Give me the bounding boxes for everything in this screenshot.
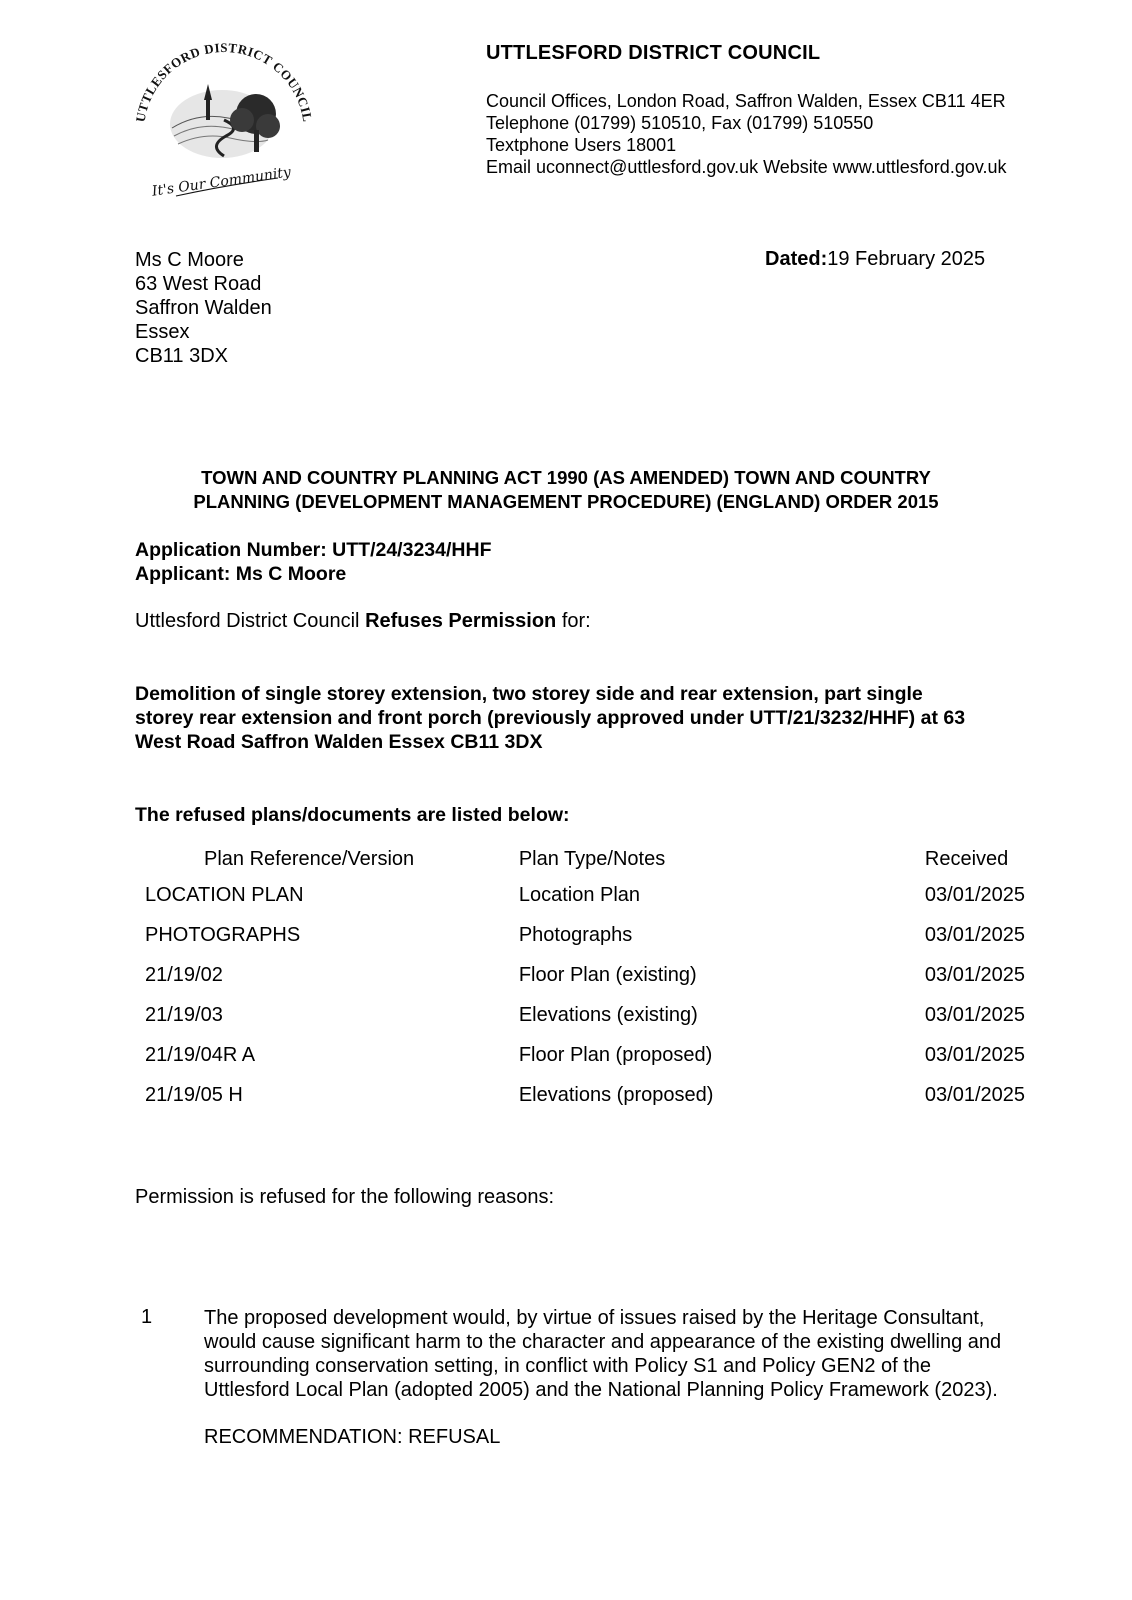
table-row — [145, 1044, 1025, 1084]
plan-reference: 21/19/03 — [145, 1004, 223, 1026]
recipient-address — [135, 248, 272, 368]
dated-label: Dated: — [765, 248, 828, 270]
reason-line: would cause significant harm to the character and appearance of the existing dwelling and — [204, 1331, 1002, 1353]
recipient-street: 63 West Road — [135, 273, 262, 295]
plan-reference: PHOTOGRAPHS — [145, 924, 301, 946]
plan-type: Elevations (proposed) — [518, 1084, 714, 1106]
decision-prefix: Uttlesford District Council — [135, 610, 366, 632]
recipient-postcode: CB11 3DX — [135, 345, 229, 367]
table-row — [145, 1004, 1025, 1044]
proposal-description — [135, 682, 1035, 754]
decision-statement — [135, 610, 591, 633]
applicant: Applicant: Ms C Moore — [135, 563, 347, 585]
table-row — [145, 924, 1025, 964]
dated — [765, 248, 985, 271]
reason-line: The proposed development would, by virtue of issues raised by the Heritage Consultant, — [204, 1307, 985, 1329]
plan-received: 03/01/2025 — [924, 924, 1025, 946]
logo-tagline: It's Our Community — [151, 164, 292, 200]
act-title-line-1: TOWN AND COUNTRY PLANNING ACT 1990 (AS AMENDED) TOWN AND COUNTRY — [201, 467, 931, 488]
application-number: Application Number: UTT/24/3234/HHF — [135, 539, 492, 561]
act-title-line-2: PLANNING (DEVELOPMENT MANAGEMENT PROCEDURE) (ENGLAND) ORDER 2015 — [193, 491, 939, 512]
plans-heading: The refused plans/documents are listed below: — [135, 804, 570, 826]
plan-received: 03/01/2025 — [924, 884, 1025, 906]
plan-reference: 21/19/05 H — [145, 1084, 243, 1106]
plan-reference: 21/19/04R A — [145, 1044, 256, 1066]
landscape-illustration — [170, 84, 280, 158]
act-title — [135, 466, 997, 514]
plan-reference: 21/19/02 — [145, 964, 223, 986]
column-plan-type: Plan Type/Notes — [518, 848, 666, 870]
table-row — [145, 1084, 1025, 1124]
decision-bold: Refuses Permission — [365, 610, 557, 632]
plan-type: Floor Plan (existing) — [518, 964, 697, 986]
recipient-town: Saffron Walden — [135, 297, 272, 319]
plan-received: 03/01/2025 — [924, 964, 1025, 986]
council-textphone: Textphone Users 18001 — [486, 135, 677, 155]
council-telephone: Telephone (01799) 510510, Fax (01799) 510550 — [486, 113, 874, 133]
logo-arc-text: UTTLESFORD DISTRICT COUNCIL — [132, 39, 316, 124]
reason-line: surrounding conservation setting, in conflict with Policy S1 and Policy GEN2 of the — [204, 1355, 932, 1377]
recipient-name: Ms C Moore — [135, 249, 244, 271]
council-logo — [128, 28, 316, 200]
contact-details — [486, 90, 1007, 178]
reason-number: 1 — [141, 1306, 153, 1328]
reasons-intro: Permission is refused for the following reasons: — [135, 1186, 555, 1208]
reason-line: Uttlesford Local Plan (adopted 2005) and the National Planning Policy Framework (2023). — [204, 1379, 998, 1401]
column-received: Received — [924, 848, 1009, 870]
reason-text — [204, 1306, 1044, 1402]
recipient-county: Essex — [135, 321, 190, 343]
plan-type: Floor Plan (proposed) — [518, 1044, 713, 1066]
plan-type: Elevations (existing) — [518, 1004, 698, 1026]
plan-reference: LOCATION PLAN — [145, 884, 304, 906]
plan-received: 03/01/2025 — [924, 1004, 1025, 1026]
plan-received: 03/01/2025 — [924, 1084, 1025, 1106]
proposal-line: West Road Saffron Walden Essex CB11 3DX — [135, 731, 543, 753]
council-address: Council Offices, London Road, Saffron Walden, Essex CB11 4ER — [486, 91, 1006, 111]
plans-table-header — [145, 848, 1025, 884]
table-row — [145, 964, 1025, 1004]
proposal-line: Demolition of single storey extension, two storey side and rear extension, part single — [135, 683, 923, 705]
recommendation: RECOMMENDATION: REFUSAL — [204, 1426, 501, 1448]
plan-type: Photographs — [518, 924, 633, 946]
dated-value: 19 February 2025 — [827, 248, 986, 270]
plan-type: Location Plan — [518, 884, 641, 906]
proposal-line: storey rear extension and front porch (previously approved under UTT/21/3232/HHF) at 63 — [135, 707, 966, 729]
plans-table — [145, 848, 1025, 1124]
council-email-website: Email uconnect@uttlesford.gov.uk Website www.uttlesford.gov.uk — [486, 157, 1007, 177]
application-details — [135, 538, 491, 586]
column-plan-reference: Plan Reference/Version — [204, 848, 415, 870]
plan-received: 03/01/2025 — [924, 1044, 1025, 1066]
decision-suffix: for: — [556, 610, 591, 632]
council-name: UTTLESFORD DISTRICT COUNCIL — [486, 42, 821, 64]
table-row — [145, 884, 1025, 924]
